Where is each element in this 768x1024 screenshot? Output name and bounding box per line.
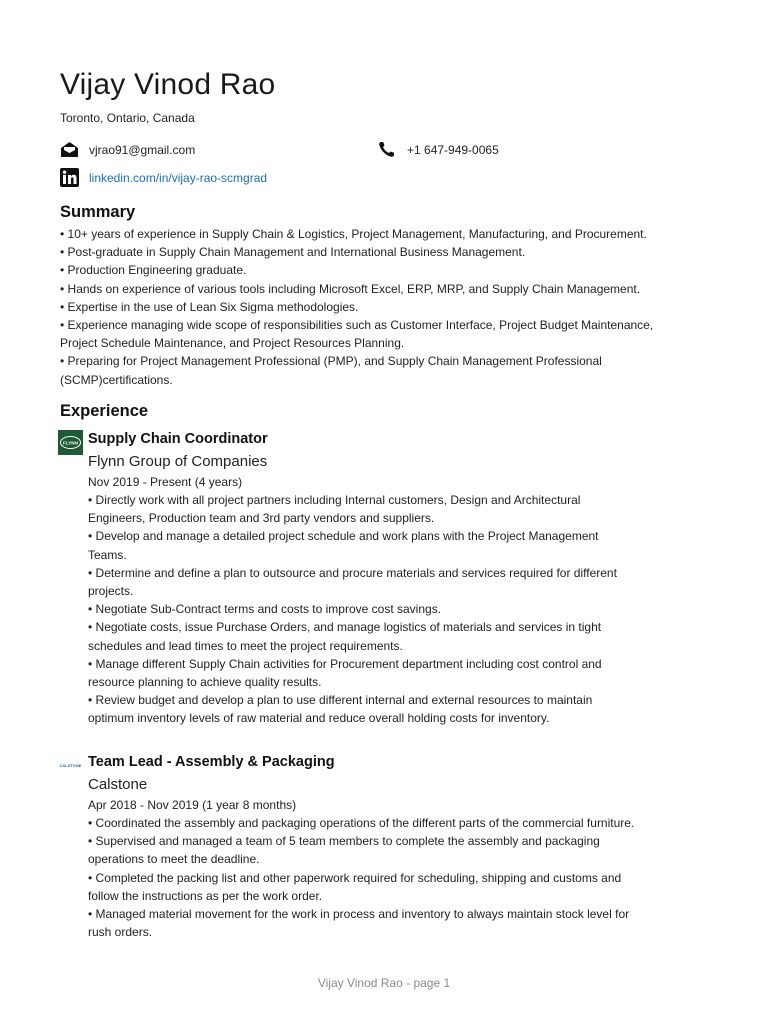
- calstone-logo: [58, 753, 83, 778]
- job-line: • Directly work with all project partners including Internal customers, Design and Architectural: [88, 493, 581, 507]
- job-line: • Negotiate Sub-Contract terms and costs to improve cost savings.: [88, 602, 442, 617]
- job-line: projects.: [88, 584, 134, 599]
- job-line: Engineers, Production team and 3rd party vendors and suppliers.: [88, 511, 435, 526]
- job-line: Teams.: [88, 547, 127, 562]
- job-title: Team Lead - Assembly & Packaging: [88, 754, 335, 770]
- phone-contact: [378, 141, 499, 158]
- job-line: operations to meet the deadline.: [88, 852, 260, 867]
- job-description: [88, 814, 748, 941]
- summary-line: Project Schedule Maintenance, and Project Resources Planning.: [60, 336, 405, 351]
- job-line: • Completed the packing list and other paperwork required for scheduling, shipping and customs and: [88, 870, 622, 885]
- company-name: Calstone: [88, 776, 148, 793]
- summary-line: • 10+ years of experience in Supply Chain & Logistics, Project Management, Manufacturing, and Procurement.: [60, 227, 647, 241]
- page-footer: Vijay Vinod Rao - page 1: [317, 976, 451, 990]
- linkedin-contact: [60, 168, 267, 187]
- summary-text: [60, 225, 750, 389]
- job-line: rush orders.: [88, 925, 153, 940]
- job-line: • Determine and define a plan to outsource and procure materials and services required for different: [88, 565, 617, 580]
- job-title: Supply Chain Coordinator: [88, 431, 268, 447]
- phone-icon: [378, 141, 397, 158]
- linkedin-icon: [60, 168, 79, 187]
- job-line: • Develop and manage a detailed project schedule and work plans with the Project Management: [88, 529, 599, 544]
- job-line: • Negotiate costs, issue Purchase Orders, and manage logistics of materials and services in tight: [88, 620, 602, 635]
- email-address[interactable]: vjrao91@gmail.com: [89, 142, 196, 157]
- company-name: Flynn Group of Companies: [88, 453, 268, 470]
- job-description: [88, 491, 748, 728]
- job-dates: Nov 2019 - Present (4 years): [88, 475, 243, 489]
- phone-number: +1 647-949-0065: [407, 142, 499, 157]
- job-line: • Supervised and managed a team of 5 team members to complete the assembly and packaging: [88, 834, 600, 849]
- job-line: • Review budget and develop a plan to use different internal and external resources to maintain: [88, 693, 593, 708]
- summary-line: • Post-graduate in Supply Chain Management and International Business Management.: [60, 245, 526, 260]
- summary-line: • Hands on experience of various tools including Microsoft Excel, ERP, MRP, and Supply Chain Management.: [60, 281, 641, 296]
- job-line: • Coordinated the assembly and packaging operations of the different parts of the commercial furniture.: [88, 816, 635, 830]
- resume-name: Vijay Vinod Rao: [60, 68, 276, 101]
- summary-line: • Preparing for Project Management Professional (PMP), and Supply Chain Management Professional: [60, 354, 602, 369]
- job-line: resource planning to achieve quality results.: [88, 675, 322, 690]
- summary-heading: Summary: [60, 203, 136, 221]
- job-line: • Manage different Supply Chain activities for Procurement department including cost control and: [88, 656, 602, 671]
- flynn-logo-text: FLYNN: [63, 440, 78, 446]
- summary-line: (SCMP)certifications.: [60, 372, 173, 387]
- experience-heading: Experience: [60, 402, 149, 420]
- linkedin-link[interactable]: linkedin.com/in/vijay-rao-scmgrad: [89, 170, 268, 185]
- summary-line: • Production Engineering graduate.: [60, 263, 247, 278]
- email-contact: [60, 141, 195, 158]
- summary-line: • Experience managing wide scope of responsibilities such as Customer Interface, Project Budget Maintenance,: [60, 318, 654, 333]
- job-dates: Apr 2018 - Nov 2019 (1 year 8 months): [88, 798, 297, 812]
- job-line: optimum inventory levels of raw material and reduce overall holding costs for inventory.: [88, 711, 550, 726]
- location: Toronto, Ontario, Canada: [60, 111, 195, 125]
- job-line: schedules and lead times to meet the project requirements.: [88, 638, 403, 653]
- summary-line: • Expertise in the use of Lean Six Sigma methodologies.: [60, 299, 359, 314]
- job-line: follow the instructions as per the work order.: [88, 888, 323, 903]
- calstone-logo-text: CALSTONE: [59, 763, 82, 768]
- flynn-logo: [58, 430, 83, 455]
- email-icon: [60, 141, 79, 158]
- job-line: • Managed material movement for the work in process and inventory to always maintain stock level for: [88, 907, 630, 922]
